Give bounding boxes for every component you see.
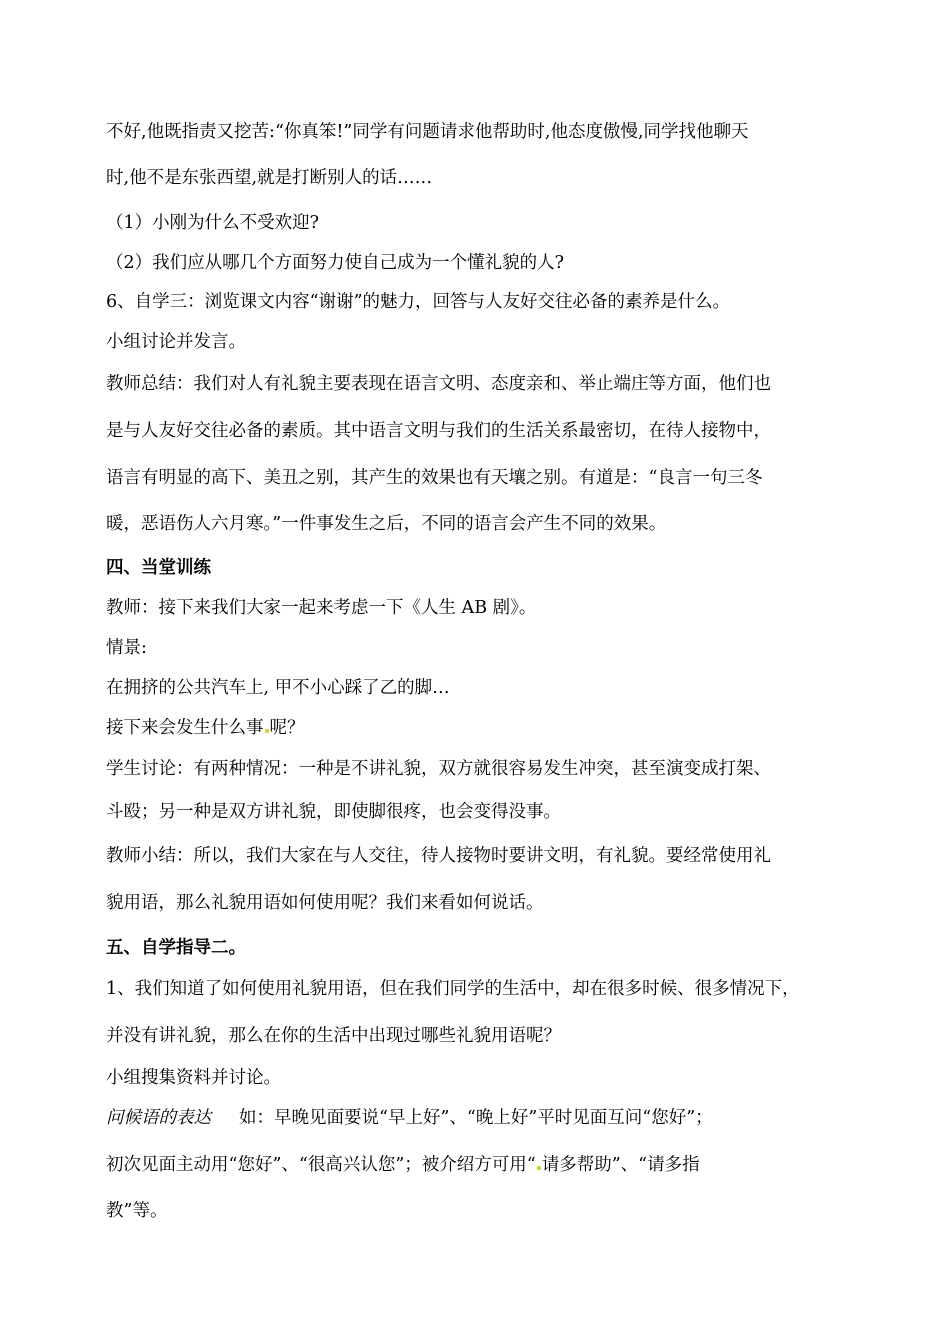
student-discussion: 学生讨论：有两种情况：一种是不讲礼貌，双方就很容易发生冲突，甚至演变成打架、 xyxy=(106,759,771,779)
question-2: （2）我们应从哪几个方面努力使自己成为一个懂礼貌的人? xyxy=(106,253,565,273)
question-text-end: 呢？ xyxy=(269,718,305,738)
paragraph-line: 情景: xyxy=(106,638,147,658)
self-study-3: 6、自学三：浏览课文内容“谢谢”的魅力，回答与人友好交往必备的素养是什么。 xyxy=(106,292,731,312)
greeting-line xyxy=(106,1106,713,1130)
paragraph-line: 小组搜集资料并讨论。 xyxy=(106,1068,281,1088)
intro-line xyxy=(106,1153,700,1177)
paragraph-line: 不好,他既指责又挖苦:“你真笨!”同学有问题请求他帮助时,他态度傲慢,同学找他聊天 xyxy=(106,122,749,142)
paragraph-line: 语言有明显的高下、美丑之别，其产生的效果也有天壤之别。有道是：“良言一句三冬 xyxy=(106,468,763,488)
greeting-label: 问候语的表达 xyxy=(106,1108,211,1128)
section-heading-4: 四、当堂训练 xyxy=(106,558,211,578)
paragraph-line: 是与人友好交往必备的素质。其中语言文明与我们的生活关系最密切，在待人接物中， xyxy=(106,421,771,441)
section-heading-5: 五、自学指导二。 xyxy=(106,938,246,958)
teacher-conclusion: 教师小结：所以，我们大家在与人交往，待人接物时要讲文明，有礼貌。要经常使用礼 xyxy=(106,846,771,866)
paragraph-line: 教”等。 xyxy=(106,1201,168,1221)
question-1: （1）小刚为什么不受欢迎? xyxy=(106,213,320,233)
intro-text: 初次见面主动用“您好”、“很高兴认您”；被介绍方可用“ xyxy=(106,1155,536,1175)
paragraph-line: 暖，恶语伤人六月寒。”一件事发生之后，不同的语言会产生不同的效果。 xyxy=(106,514,667,534)
highlight-mark xyxy=(537,1166,541,1170)
greeting-text: 如：早晚见面要说“早上好”、“晚上好”平时见面互问“您好”； xyxy=(239,1108,713,1128)
paragraph-line: 1、我们知道了如何使用礼貌用语，但在我们同学的生活中，却在很多时候、很多情况下， xyxy=(106,979,800,999)
paragraph-line: 并没有讲礼貌，那么在你的生活中出现过哪些礼貌用语呢？ xyxy=(106,1026,561,1046)
paragraph-line: 在拥挤的公共汽车上, 甲不小心踩了乙的脚… xyxy=(106,678,450,698)
teacher-summary: 教师总结：我们对人有礼貌主要表现在语言文明、态度亲和、举止端庄等方面，他们也 xyxy=(106,374,771,394)
paragraph-line: 小组讨论并发言。 xyxy=(106,332,246,352)
intro-text-end: 请多帮助”、“请多指 xyxy=(541,1155,700,1175)
paragraph-line: 教师：接下来我们大家一起来考虑一下《人生 AB 剧》。 xyxy=(106,598,537,618)
question-line xyxy=(106,716,305,740)
paragraph-line: 貌用语，那么礼貌用语如何使用呢？我们来看如何说话。 xyxy=(106,893,544,913)
question-text: 接下来会发生什么事 xyxy=(106,718,264,738)
paragraph-line: 时,他不是东张西望,就是打断别人的话…… xyxy=(106,168,433,188)
paragraph-line: 斗殴；另一种是双方讲礼貌，即使脚很疼，也会变得没事。 xyxy=(106,802,561,822)
highlight-mark xyxy=(265,729,269,733)
